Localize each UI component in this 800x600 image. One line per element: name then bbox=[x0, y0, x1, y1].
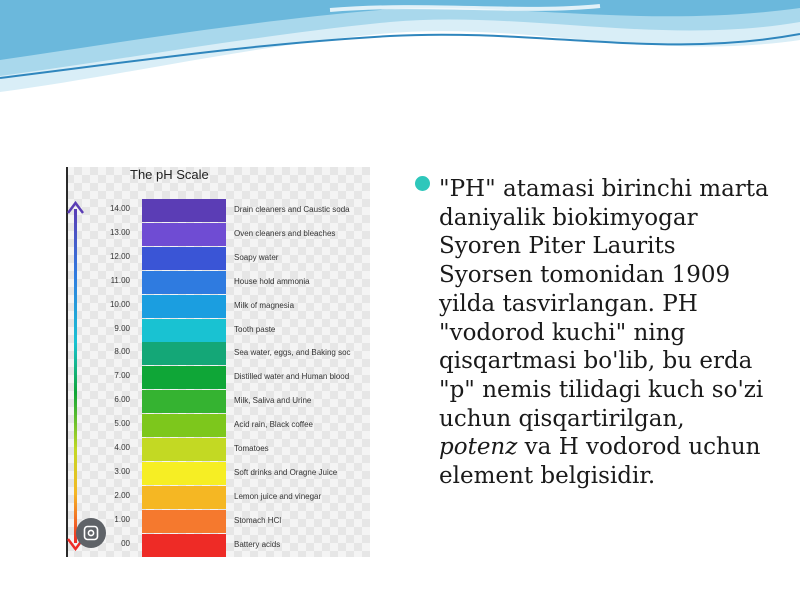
ph-row bbox=[66, 199, 370, 223]
ph-color-bar bbox=[142, 438, 226, 461]
ph-example-label: Oven cleaners and bleaches bbox=[234, 228, 336, 238]
ph-example-label: Drain cleaners and Caustic soda bbox=[234, 205, 350, 214]
ph-value: 3.00 bbox=[114, 466, 130, 476]
header-wave-decoration bbox=[0, 0, 800, 100]
ph-example-label: House hold ammonia bbox=[234, 276, 310, 286]
ph-color-bar bbox=[142, 342, 226, 365]
ph-example-label: Acid rain, Black coffee bbox=[234, 420, 314, 430]
ph-row bbox=[66, 223, 370, 247]
ph-example-label: Sea water, eggs, and Baking soc bbox=[234, 348, 351, 358]
ph-row bbox=[66, 366, 370, 390]
ph-color-bar bbox=[142, 510, 226, 533]
ph-value: 2.00 bbox=[114, 490, 130, 500]
image-search-button[interactable] bbox=[76, 518, 106, 548]
ph-row bbox=[66, 462, 370, 486]
ph-color-bar bbox=[142, 295, 226, 318]
ph-value: 6.00 bbox=[114, 395, 130, 405]
ph-example-label: Milk, Saliva and Urine bbox=[234, 396, 312, 406]
ph-value: 9.00 bbox=[114, 323, 130, 333]
ph-color-bar bbox=[142, 199, 226, 222]
ph-example-label: Tooth paste bbox=[234, 324, 276, 334]
paragraph-text: "PH" atamasi birinchi marta daniyalik biokimyogar Syoren Piter Laurits Syorsen tomonidan 1909 yilda tasvirlangan. PH "vodorod kuchi" ning qisqartmasi bo'lib, bu erda "p" nemis tilidagi kuch so'zi uchun qisqartirilgan, bbox=[439, 176, 769, 432]
ph-row bbox=[66, 247, 370, 271]
ph-row bbox=[66, 271, 370, 295]
ph-row bbox=[66, 438, 370, 462]
ph-scale-title: The pH Scale bbox=[130, 167, 209, 182]
ph-value: 10.00 bbox=[109, 299, 130, 309]
ph-row bbox=[66, 319, 370, 343]
ph-example-label: Soapy water bbox=[234, 252, 279, 262]
ph-value: 4.00 bbox=[114, 443, 130, 452]
ph-value: 5.00 bbox=[114, 419, 130, 429]
ph-row bbox=[66, 534, 370, 557]
ph-value: 1.00 bbox=[114, 514, 130, 524]
ph-value: 13.00 bbox=[109, 227, 130, 237]
ph-color-bar bbox=[142, 271, 226, 294]
ph-color-bar bbox=[142, 247, 226, 270]
ph-color-bar bbox=[142, 366, 226, 389]
ph-value: 7.00 bbox=[114, 371, 130, 381]
ph-value: 12.00 bbox=[109, 251, 130, 261]
ph-value: 00 bbox=[121, 538, 130, 548]
ph-row bbox=[66, 414, 370, 438]
ph-example-label: Stomach HCl bbox=[234, 515, 282, 525]
ph-color-bar bbox=[142, 319, 226, 342]
ph-example-label: Tomatoes bbox=[234, 444, 269, 453]
ph-color-bar bbox=[142, 223, 226, 246]
ph-color-bar bbox=[142, 534, 226, 557]
ph-description-paragraph bbox=[439, 175, 769, 491]
ph-color-bar bbox=[142, 486, 226, 509]
lens-icon bbox=[83, 525, 99, 541]
ph-example-label: Battery acids bbox=[234, 539, 281, 549]
ph-color-bar bbox=[142, 390, 226, 413]
bullet-dot bbox=[415, 176, 430, 191]
ph-row bbox=[66, 342, 370, 366]
ph-value: 8.00 bbox=[114, 347, 130, 357]
ph-example-label: Soft drinks and Oragne Juice bbox=[234, 467, 338, 477]
ph-example-label: Lemon juice and vinegar bbox=[234, 491, 322, 501]
ph-scale-image bbox=[66, 167, 370, 557]
ph-example-label: Milk of magnesia bbox=[234, 300, 295, 310]
ph-color-bar bbox=[142, 462, 226, 485]
paragraph-text-end: va H vodorod uchun element belgisidir. bbox=[439, 434, 761, 490]
ph-example-label: Distilled water and Human blood bbox=[234, 372, 350, 382]
ph-row bbox=[66, 295, 370, 319]
ph-value: 14.00 bbox=[109, 204, 130, 213]
ph-row bbox=[66, 390, 370, 414]
ph-row bbox=[66, 510, 370, 534]
paragraph-italic-term: potenz bbox=[439, 434, 518, 461]
ph-color-bar bbox=[142, 414, 226, 437]
ph-value: 11.00 bbox=[110, 275, 130, 285]
ph-row bbox=[66, 486, 370, 510]
